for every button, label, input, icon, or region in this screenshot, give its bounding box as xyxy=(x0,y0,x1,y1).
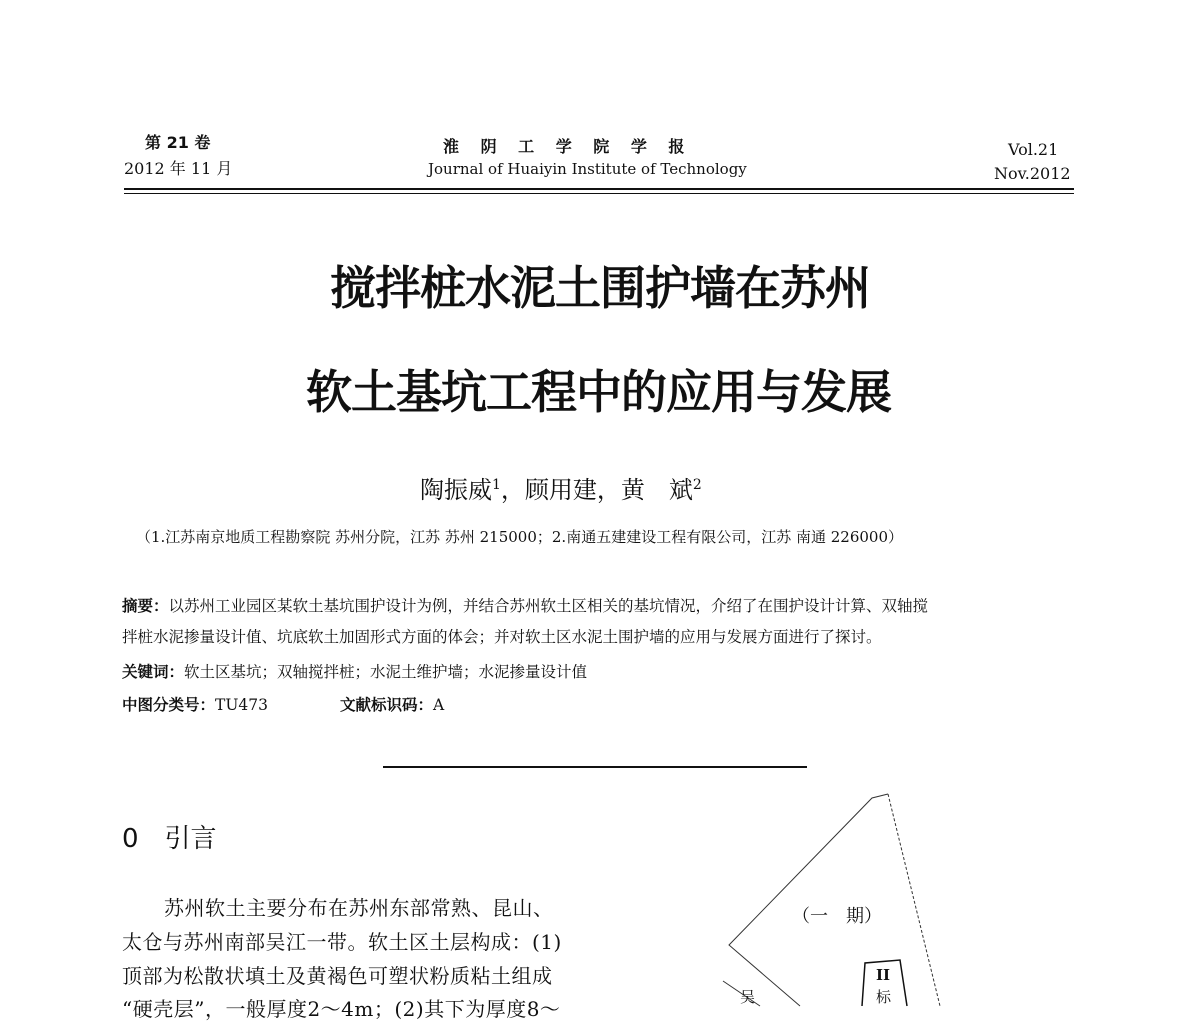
volume-en: Vol.21 xyxy=(1008,140,1059,159)
figure-bid-label-2: 标 xyxy=(876,988,892,1006)
clc-label: 中图分类号： xyxy=(122,696,216,714)
journal-name-en: Journal of Huaiyin Institute of Technology xyxy=(428,160,747,178)
abstract-line-2: 拌桩水泥掺量设计值、坑底软土加固形式方面的体会；并对软土区水泥土围护墙的应用与发展方面进行了探讨。 xyxy=(122,628,882,646)
body-line: 太仓与苏州南部吴江一带。软土区土层构成：(1) xyxy=(122,930,562,954)
abstract-line-1 xyxy=(122,594,928,616)
figure-bid-label: II xyxy=(876,966,891,984)
site-map-figure xyxy=(700,780,1000,1006)
volume-cn: 第 21 卷 xyxy=(145,133,211,152)
title-line-1: 搅拌桩水泥土围护墙在苏州 xyxy=(330,261,870,315)
classification xyxy=(122,693,444,715)
doc-code-label: 文献标识码： xyxy=(340,696,434,714)
figure-phase-label: （一 期） xyxy=(792,906,882,927)
journal-name-cn: 淮 阴 工 学 院 学 报 xyxy=(443,137,693,156)
title-line-2: 软土基坑工程中的应用与发展 xyxy=(306,365,891,419)
body-line: 顶部为松散状填土及黄褐色可塑状粉质粘土组成 xyxy=(122,964,553,988)
keywords-label: 关键词： xyxy=(122,663,185,681)
section-number: 0 xyxy=(122,824,139,854)
abstract-separator xyxy=(383,766,807,768)
author-1-affil: 1 xyxy=(492,477,501,493)
affiliation: （1.江苏南京地质工程勘察院 苏州分院，江苏 苏州 215000；2.南通五建建设工程有限公司，江苏 南通 226000） xyxy=(136,528,903,546)
clc-value: TU473 xyxy=(215,696,269,714)
site-boundary-dashed xyxy=(888,794,940,1006)
doc-code-value: A xyxy=(433,696,445,714)
author-1: 陶振威 xyxy=(420,476,492,504)
keywords-text: 软土区基坑；双轴搅拌桩；水泥土维护墙；水泥掺量设计值 xyxy=(184,663,588,681)
date-en: Nov.2012 xyxy=(994,164,1071,183)
header-rule-thin xyxy=(124,193,1074,194)
authors xyxy=(420,470,702,505)
section-title: 引言 xyxy=(164,824,217,854)
abstract-text: 以苏州工业园区某软土基坑围护设计为例，并结合苏州软土区相关的基坑情况，介绍了在围护设计计算、双轴搅 xyxy=(168,597,929,615)
abstract-label: 摘要： xyxy=(122,597,169,615)
header-rule xyxy=(124,188,1074,190)
figure-place-label: 吴 xyxy=(740,988,756,1006)
body-line: 苏州软土主要分布在苏州东部常熟、昆山、 xyxy=(164,896,554,920)
author-3-affil: 2 xyxy=(692,477,702,493)
author-others: ，顾用建，黄 斌 xyxy=(500,476,693,504)
body-line: “硬壳层”，一般厚度2～4m；(2)其下为厚度8～ xyxy=(122,997,561,1021)
section-heading xyxy=(122,818,217,855)
keywords xyxy=(122,660,587,682)
date-cn: 2012 年 11 月 xyxy=(124,159,233,178)
